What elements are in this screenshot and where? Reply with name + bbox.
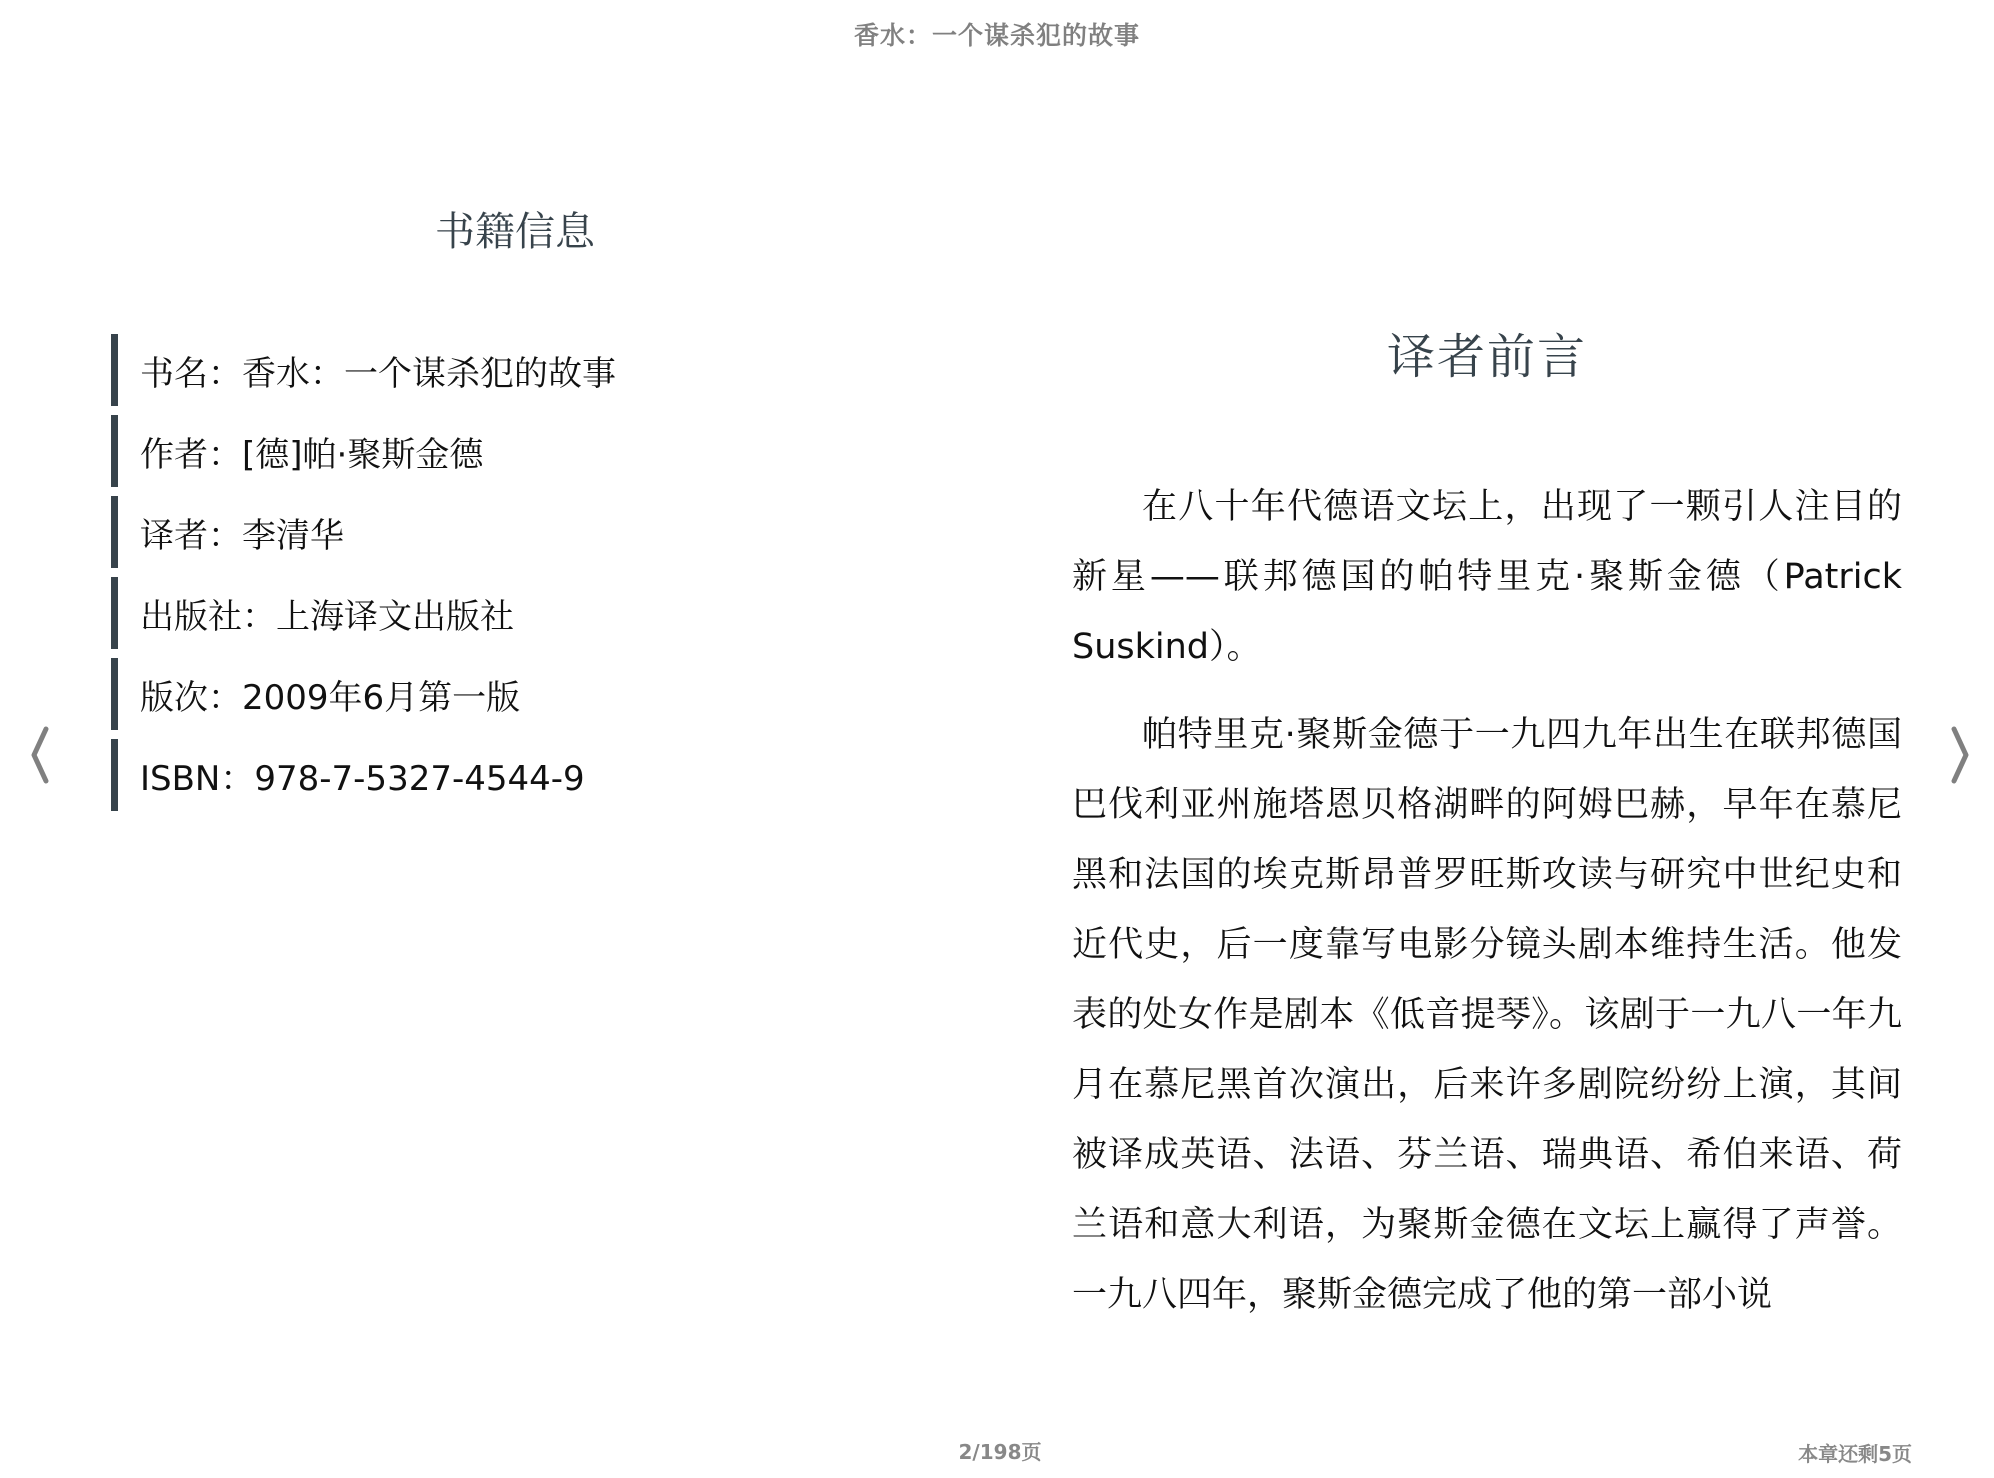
right-page [997,0,1994,1478]
info-item-publisher: 出版社：上海译文出版社 [111,577,616,649]
book-info-list [111,334,616,820]
info-item-isbn: ISBN：978-7-5327-4544-9 [111,739,616,811]
page-indicator: 2/198页 [958,1440,1042,1464]
preface-article [1072,472,1902,1348]
section-title-translator-preface: 译者前言 [1386,329,1587,385]
chapter-remaining: 本章还剩5页 [1798,1442,1912,1466]
next-page-button[interactable] [1940,720,1980,790]
header-book-title: 香水：一个谋杀犯的故事 [853,21,1140,50]
section-title-book-info: 书籍信息 [435,209,595,255]
paragraph: 帕特里克·聚斯金德于一九四九年出生在联邦德国巴伐利亚州施塔恩贝格湖畔的阿姆巴赫，早年在慕尼黑和法国的埃克斯昂普罗旺斯攻读与研究中世纪史和近代史，后一度靠写电影分镜头剧本维持生活。他发表的处女作是剧本《低音提琴》。该剧于一九八一年九月在慕尼黑首次演出，后来许多剧院纷纷上演，其间被译成英语、法语、芬兰语、瑞典语、希伯来语、荷兰语和意大利语，为聚斯金德在文坛上赢得了声誉。一九八四年，聚斯金德完成了他的第一部小说 [1072,715,1902,1315]
info-item-title: 书名：香水：一个谋杀犯的故事 [111,334,616,406]
info-item-author: 作者：[德]帕·聚斯金德 [111,415,616,487]
chevron-left-icon [28,725,52,785]
info-item-translator: 译者：李清华 [111,496,616,568]
info-item-edition: 版次：2009年6月第一版 [111,658,616,730]
prev-page-button[interactable] [20,720,60,790]
chevron-right-icon [1948,725,1972,785]
paragraph: 在八十年代德语文坛上，出现了一颗引人注目的新星——联邦德国的帕特里克·聚斯金德（Patrick Suskind）。 [1072,487,1902,667]
